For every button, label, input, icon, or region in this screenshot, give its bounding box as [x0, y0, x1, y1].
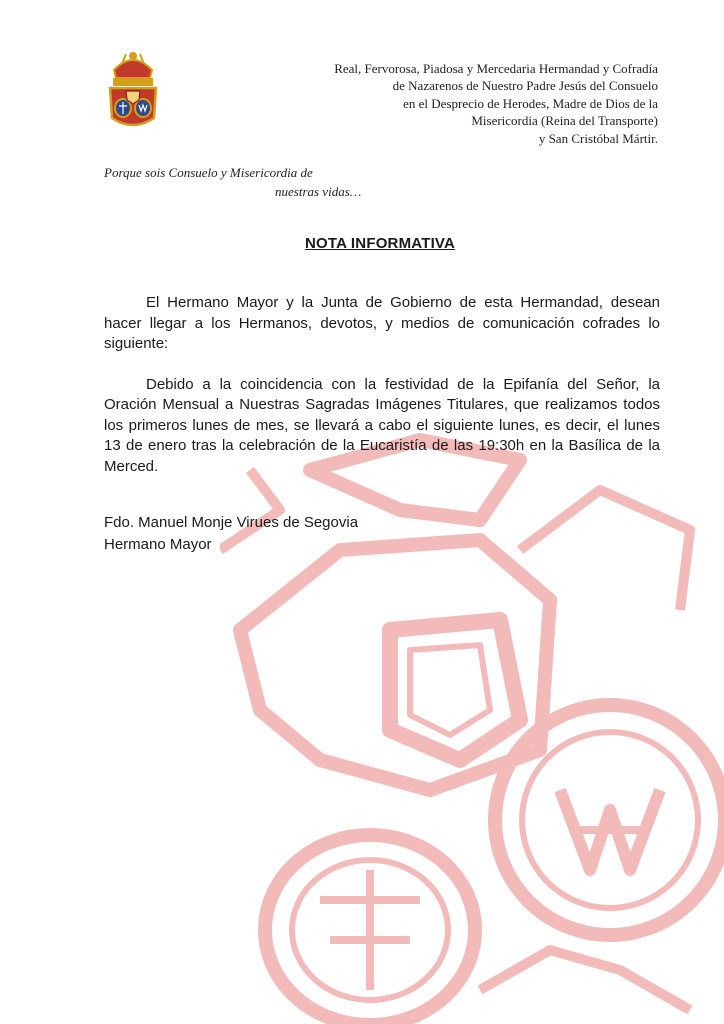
- organization-name-line: Real, Fervorosa, Piadosa y Mercedaria Hermandad y Cofradía: [334, 61, 658, 76]
- organization-name-line: y San Cristóbal Mártir.: [538, 130, 658, 146]
- motto-line-1: Porque sois Consuelo y Misericordia de: [104, 165, 313, 180]
- signature-name: Fdo. Manuel Monje Virues de Segovia: [104, 514, 359, 531]
- body-paragraph: El Hermano Mayor y la Junta de Gobierno de esta Hermandad, desean hacer llegar a los Hermanos, devotos, y medios de comunicación cofrades lo siguiente:: [104, 294, 660, 352]
- motto: [104, 163, 361, 201]
- organization-name-line: Misericordia (Reina del Transporte): [471, 113, 658, 129]
- organization-name: [258, 60, 658, 147]
- organization-name-line: de Nazarenos de Nuestro Padre Jesús del Consuelo: [392, 78, 658, 94]
- document-body: [104, 293, 660, 497]
- signature-block: [104, 512, 358, 556]
- organization-name-line: en el Desprecio de Herodes, Madre de Dios de la: [403, 95, 658, 111]
- motto-line-2: nuestras vidas…: [275, 184, 362, 199]
- body-paragraph: Debido a la coincidencia con la festividad de la Epifanía del Señor, la Oración Mensual a Nuestras Sagradas Imágenes Titulares, que realizamos todos los primeros lunes de mes, se llevará a cabo el siguiente lunes, es decir, el lunes 13 de enero tras la celebración de la Eucaristía de las 19:30h en la Basílica de la Merced.: [104, 375, 660, 475]
- document-title: NOTA INFORMATIVA: [304, 235, 456, 252]
- brotherhood-coat-of-arms-icon: [104, 48, 162, 132]
- signature-role: Hermano Mayor: [104, 536, 212, 553]
